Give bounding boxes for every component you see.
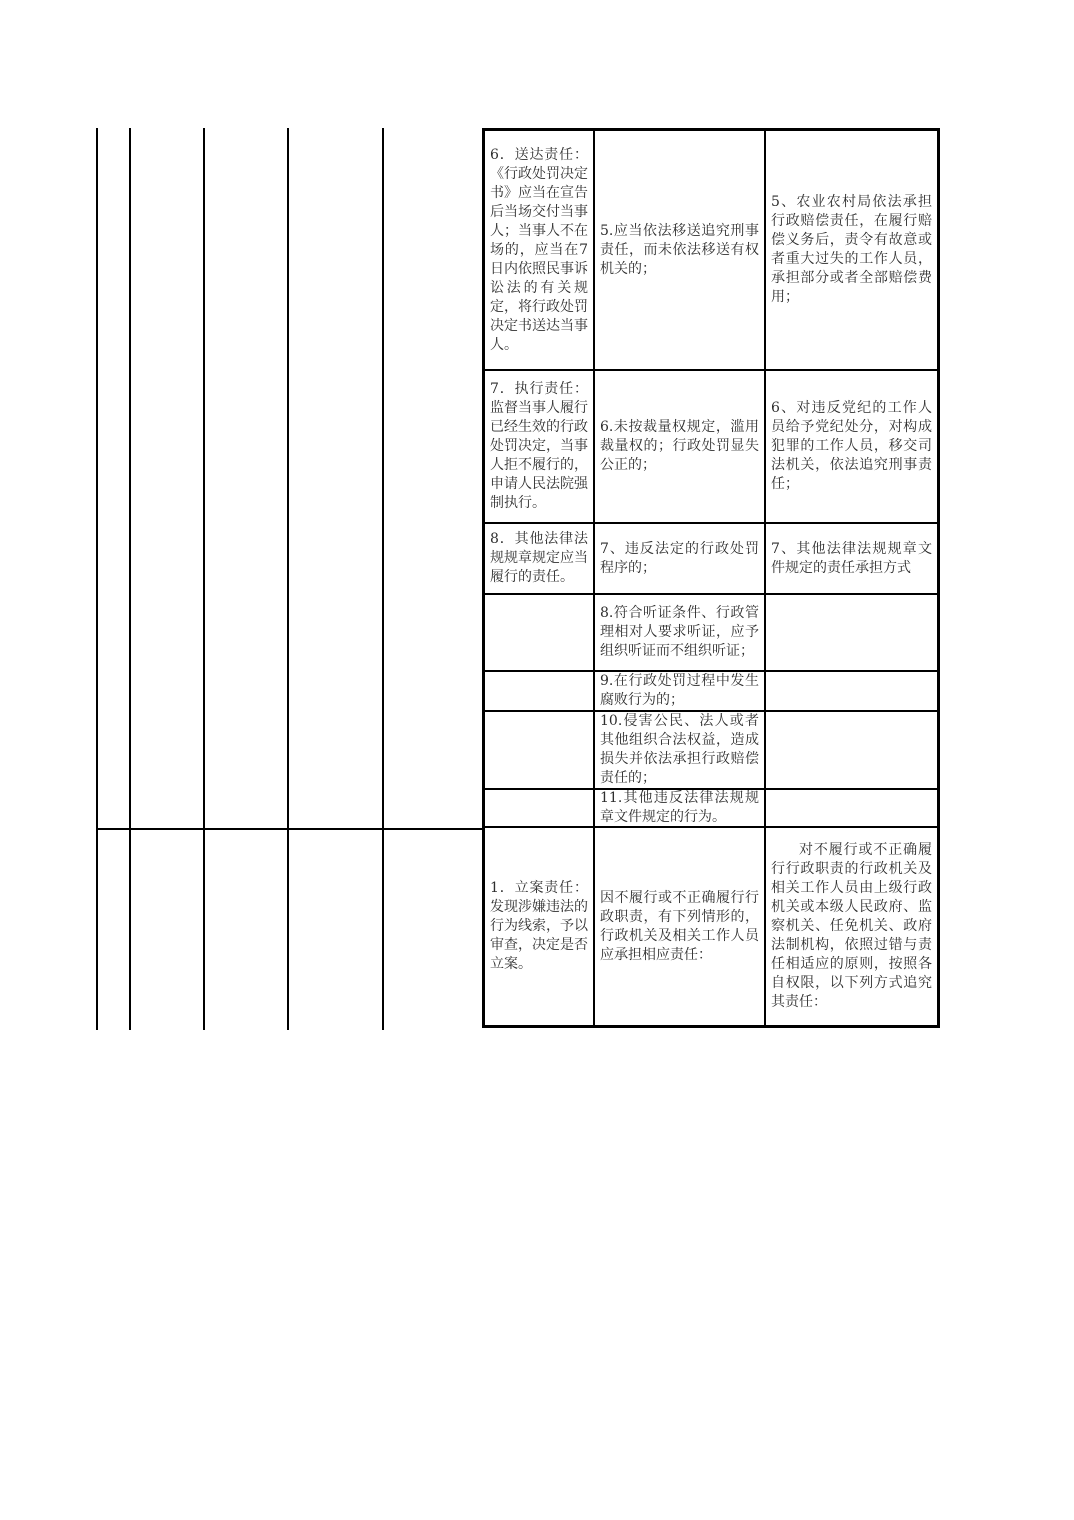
situation-cell (595, 712, 766, 790)
duty-cell (485, 828, 595, 1025)
accountability-text: 6、对违反党纪的工作人员给予党纪处分，对构成犯罪的工作人员，移交司法机关，依法追究刑事责任； (771, 400, 932, 492)
situation-text: 5.应当依法移送追究刑事责任，而未依法移送有权机关的； (600, 222, 759, 277)
situation-text: 6.未按裁量权规定，滥用裁量权的；行政处罚显失公正的； (600, 419, 759, 473)
accountability-cell (766, 828, 937, 1025)
empty-column-cell (96, 128, 129, 1030)
accountability-text: 5、农业农村局依法承担行政赔偿责任，在履行赔偿义务后，责令有故意或者重大过失的工作人员，承担部分或者全部赔偿费用； (771, 194, 932, 305)
situation-cell (595, 131, 766, 371)
duty-text: 1．立案责任：发现涉嫌违法的行为线索，予以审查，决定是否立案。 (490, 880, 588, 972)
situation-cell (595, 790, 766, 828)
situation-text: 10.侵害公民、法人或者其他组织合法权益，造成损失并依法承担行政赔偿责任的； (600, 713, 759, 786)
situation-cell (595, 524, 766, 595)
duty-cell (485, 524, 595, 595)
accountability-text: 对不履行或不正确履行行政职责的行政机关及相关工作人员由上级行政机关或本级人民政府、监察机关、任免机关、政府法制机构，依照过错与责任相适应的原则，按照各自权限，以下列方式追究其责任： (771, 842, 932, 1010)
situation-text: 11.其他违反法律法规规章文件规定的行为。 (600, 790, 759, 825)
situation-text: 7、违反法定的行政处罚程序的； (600, 540, 759, 576)
accountability-text: 7、其他法律法规规章文件规定的责任承担方式 (771, 540, 932, 576)
duty-cell (485, 790, 595, 828)
situation-cell (595, 595, 766, 672)
duty-text: 8．其他法律法规规章规定应当履行的责任。 (490, 531, 588, 585)
situation-cell (595, 371, 766, 524)
accountability-cell (766, 371, 937, 524)
duty-text: 7．执行责任：监督当事人履行已经生效的行政处罚决定，当事人拒不履行的，申请人民法院强制执行。 (490, 381, 588, 511)
duty-cell (485, 672, 595, 712)
empty-column-cell (382, 128, 482, 1030)
duty-cell (485, 712, 595, 790)
duty-cell (485, 595, 595, 672)
duty-text: 6．送达责任：《行政处罚决定书》应当在宣告后当场交付当事人；当事人不在场的，应当在7日内依照民事诉讼法的有关规定，将行政处罚决定书送达当事人。 (490, 146, 588, 353)
responsibility-table (482, 128, 940, 1028)
empty-column-cell (287, 128, 382, 1030)
accountability-cell (766, 672, 937, 712)
empty-column-cell (203, 128, 287, 1030)
section-divider-line (96, 828, 482, 830)
accountability-cell (766, 524, 937, 595)
situation-cell (595, 672, 766, 712)
accountability-cell (766, 595, 937, 672)
accountability-cell (766, 131, 937, 371)
duty-cell (485, 371, 595, 524)
accountability-cell (766, 790, 937, 828)
situation-text: 8.符合听证条件、行政管理相对人要求听证，应予组织听证而不组织听证； (600, 605, 759, 659)
empty-column-strip (96, 128, 482, 1030)
duty-cell (485, 131, 595, 371)
situation-text: 9.在行政处罚过程中发生腐败行为的； (600, 673, 759, 708)
situation-cell (595, 828, 766, 1025)
empty-column-cell (129, 128, 203, 1030)
accountability-cell (766, 712, 937, 790)
situation-text: 因不履行或不正确履行行政职责，有下列情形的，行政机关及相关工作人员应承担相应责任： (600, 889, 759, 963)
